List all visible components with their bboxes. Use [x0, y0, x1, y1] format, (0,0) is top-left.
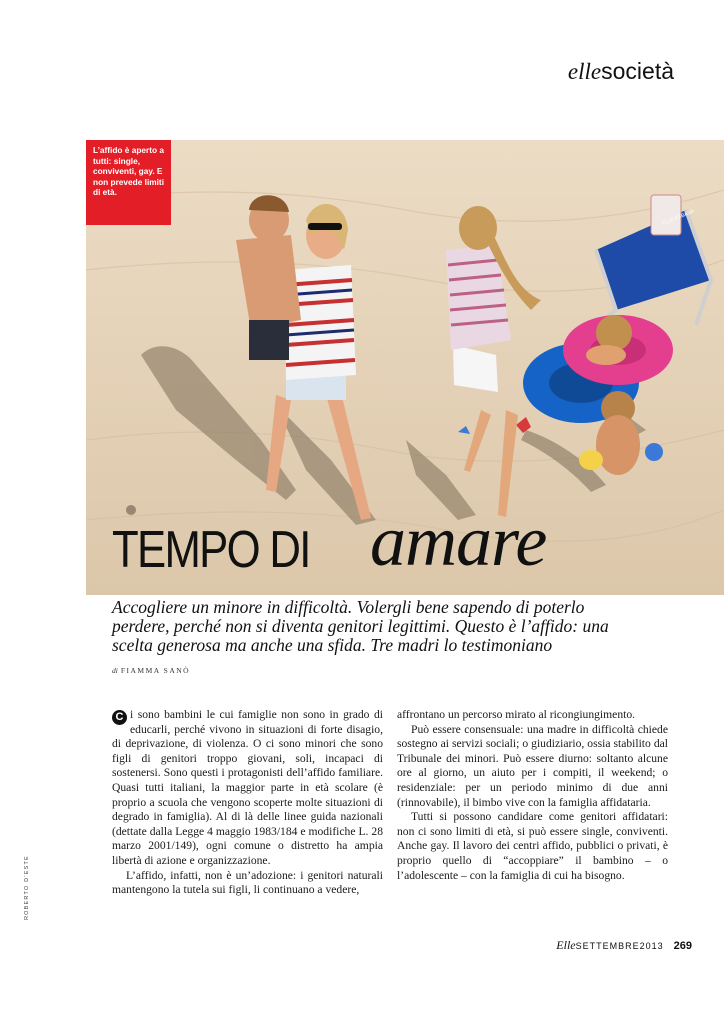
headline-main: TEMPO DI: [112, 521, 310, 579]
body-column-1: [112, 708, 383, 898]
body-paragraph: Può essere consensuale: una madre in difficoltà chiede sostegno ai servizi sociali; o giudiziario, ossia stabilito dal Tribunale dei minori. Può essere diurno: soltanto alcune ore al giorno, un aiuto per i compiti, il weekend; o residenziale: per un periodo minimo di due anni (rinnovabile), il bimbo vive con la famiglia affidataria.: [397, 722, 668, 809]
body-paragraph: L’affido, infatti, non è un’adozione: i genitori naturali mantengono la tutela sui figli, li continuano a vedere,: [112, 868, 383, 897]
headline-script: amare: [370, 501, 547, 581]
drop-cap: C: [112, 710, 127, 725]
body-paragraph: [112, 708, 383, 869]
footer-brand: Elle: [556, 938, 576, 952]
section-brand: elle: [567, 59, 602, 84]
byline-author: FIAMMA SANÒ: [120, 666, 191, 675]
section-header: [568, 58, 674, 85]
body-paragraph: Tutti si possono candidare come genitori affidatari: non ci sono limiti di età, si può essere single, conviventi. Anche gay. Il lavoro dei centri affido, pubblici o privati, è proprio quello di “accoppiare” il bambino – o l’adolescente – con la famiglia di cui ha bisogno.: [397, 810, 668, 882]
section-title: società: [601, 58, 674, 84]
headline: [112, 501, 547, 581]
chair-towel-text: ELLE KABANA: [661, 208, 696, 227]
footer-issue: SETTEMBRE2013: [575, 941, 664, 951]
page-footer: [556, 938, 692, 953]
photo-credit: ROBERTO D’ESTE: [24, 855, 30, 920]
body-paragraph: affrontano un percorso mirato al ricongiungimento.: [397, 708, 636, 721]
body-column-2: [397, 708, 668, 883]
paragraph-text: i sono bambini le cui famiglie non sono in grado di educarli, perché vivono in situazioni di forte disagio, di deprivazione, di violenza. O ci sono minori che sono figli di genitori troppo giovani, soli, incapaci di sostenersi. Sono questi i protagonisti dell’affido familiare. Quasi tutti italiani, la maggior parte in età scolare (è proprio a scuola che vengono scoperte molte situazioni di degrado in famiglia). Al di là delle linee guida nazionali (dettate dalla Legge 4 maggio 1983/184 e modifiche L. 28 marzo 2001/149), ogni comune o distretto ha ampia libertà di azione e organizzazione.: [112, 708, 383, 867]
page-number: 269: [673, 940, 692, 952]
article-deck: Accogliere un minore in difficoltà. Volergli bene sapendo di poterlo perdere, perché non si diventa genitori legittimi. Questo è l’affido: una scelta generosa ma anche una sfida. Tre madri lo testimoniano: [112, 597, 609, 655]
callout-box: L’affido è aperto a tutti: single, conviventi, gay. E non prevede limiti di età.: [86, 140, 171, 225]
byline: [112, 666, 190, 675]
byline-prefix: di: [112, 666, 118, 675]
